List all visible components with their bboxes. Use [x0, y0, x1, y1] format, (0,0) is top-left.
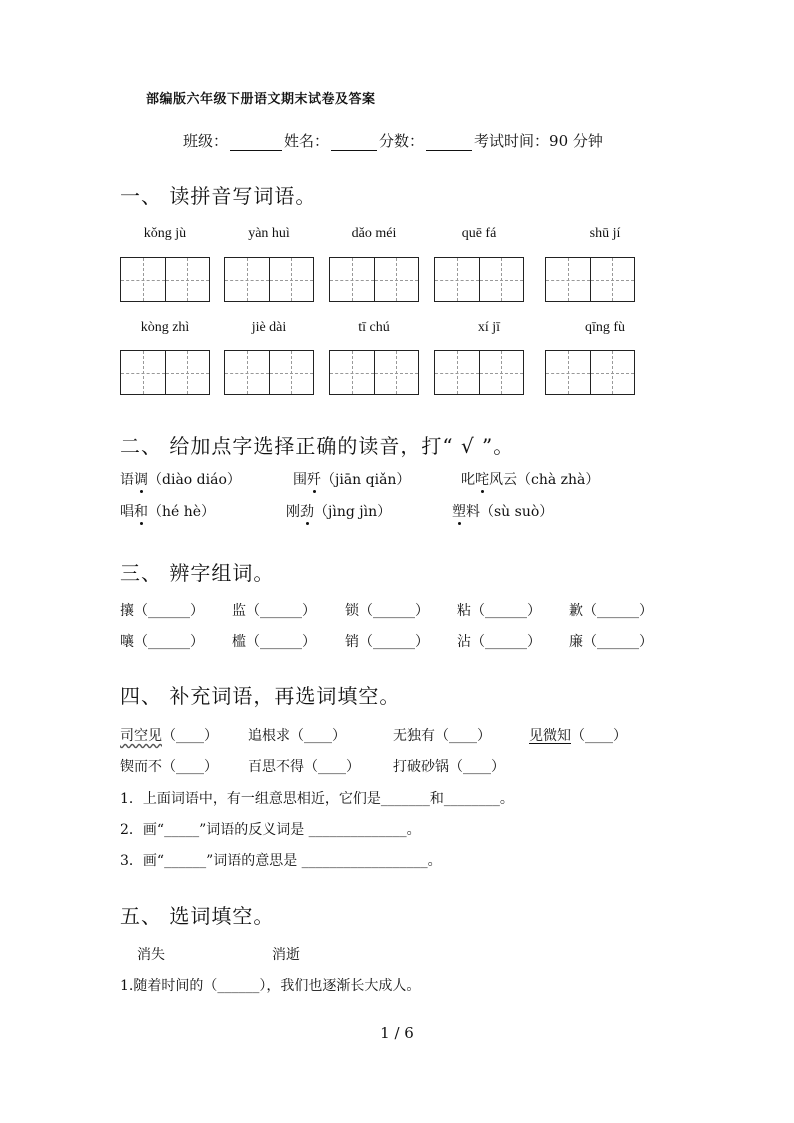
pinyin-1: kǒng jù [143, 226, 187, 241]
pronunciation-item[interactable]: 叱咤风云（chà zhà） [461, 469, 599, 489]
idiom-item[interactable]: 打破砂锅（____） [393, 759, 505, 775]
char-pair-item[interactable]: 锁（______） [345, 603, 429, 619]
idiom-item[interactable]: 司空见（____） [120, 728, 218, 744]
writing-grid[interactable] [545, 257, 635, 302]
dotted-char: 塑 [452, 501, 466, 521]
word-option-2: 消逝 [272, 947, 300, 963]
char-pair-item[interactable]: 监（______） [232, 603, 316, 619]
question-3[interactable]: 3．画“______”词语的意思是 __________________。 [120, 853, 442, 869]
question-1[interactable]: 1．上面词语中，有一组意思相近，它们是_______和________。 [120, 791, 514, 807]
question-2[interactable]: 2．画“_____”词语的反义词是 ______________。 [120, 822, 421, 838]
pronunciation-item[interactable]: 唱和（hé hè） [120, 501, 215, 521]
pronunciation-item[interactable]: 围歼（jiān qiǎn） [293, 469, 410, 489]
dotted-char: 劲 [300, 501, 314, 521]
char-pair-item[interactable]: 嚷（______） [120, 634, 204, 650]
score-blank[interactable] [426, 136, 472, 151]
pinyin-3: dǎo méi [351, 226, 397, 241]
writing-grid[interactable] [120, 257, 210, 302]
section1-heading: 一、 读拼音写词语。 [120, 184, 317, 208]
idiom-item[interactable]: 无独有（____） [393, 728, 491, 744]
char-pair-item[interactable]: 歉（______） [569, 603, 653, 619]
pinyin-10: qīng fù [584, 320, 626, 335]
char-pair-item[interactable]: 沾（______） [457, 634, 541, 650]
name-blank[interactable] [331, 136, 377, 151]
fill-question-1[interactable]: 1.随着时间的（______），我们也逐渐长大成人。 [120, 978, 421, 994]
dotted-char: 咤 [475, 469, 489, 489]
pinyin-2: yàn huì [248, 226, 290, 241]
writing-grid[interactable] [434, 350, 524, 395]
idiom-item[interactable]: 见微知（____） [529, 728, 627, 744]
writing-grid[interactable] [120, 350, 210, 395]
student-info-line [183, 130, 603, 151]
section3-heading: 三、 辨字组词。 [120, 561, 275, 585]
section4-heading: 四、 补充词语，再选词填空。 [120, 684, 401, 708]
time-label: 考试时间：90 分钟 [474, 132, 603, 150]
pinyin-6: kòng zhì [140, 320, 190, 335]
writing-grid[interactable] [329, 257, 419, 302]
section5-heading: 五、 选词填空。 [120, 904, 275, 928]
dotted-char: 歼 [307, 469, 321, 489]
char-pair-item[interactable]: 廉（______） [569, 634, 653, 650]
writing-grid[interactable] [434, 257, 524, 302]
char-pair-item[interactable]: 销（______） [345, 634, 429, 650]
score-label: 分数： [379, 132, 425, 150]
pronunciation-item[interactable]: 刚劲（jìng jìn） [286, 501, 391, 521]
pinyin-8: tī chú [358, 320, 390, 335]
writing-grid[interactable] [329, 350, 419, 395]
class-blank[interactable] [230, 136, 282, 151]
pinyin-4: quē fá [461, 226, 497, 241]
name-label: 姓名： [284, 132, 330, 150]
section2-heading: 二、 给加点字选择正确的读音，打“ √ ”。 [120, 434, 515, 458]
dotted-char: 和 [134, 501, 148, 521]
idiom-item[interactable]: 百思不得（____） [248, 759, 360, 775]
underlined-word: 见微知 [529, 728, 571, 744]
char-pair-item[interactable]: 攘（______） [120, 603, 204, 619]
pronunciation-item[interactable]: 语调（diào diáo） [120, 469, 241, 489]
pinyin-7: jiè dài [251, 320, 287, 335]
idiom-item[interactable]: 锲而不（____） [120, 759, 218, 775]
wavy-underlined-word: 司空见 [120, 728, 162, 744]
dotted-char: 调 [134, 469, 148, 489]
writing-grid[interactable] [224, 257, 314, 302]
word-option-1: 消失 [137, 947, 165, 963]
writing-grid[interactable] [545, 350, 635, 395]
char-pair-item[interactable]: 粘（______） [457, 603, 541, 619]
pronunciation-item[interactable]: 塑料（sù suò） [452, 501, 553, 521]
class-label: 班级： [183, 132, 229, 150]
page-title: 部编版六年级下册语文期末试卷及答案 [146, 92, 376, 107]
writing-grid[interactable] [224, 350, 314, 395]
char-pair-item[interactable]: 槛（______） [232, 634, 316, 650]
page-number: 1 / 6 [380, 1024, 414, 1042]
pinyin-5: shū jí [589, 226, 621, 241]
pinyin-9: xí jī [477, 320, 501, 335]
idiom-item[interactable]: 追根求（____） [248, 728, 346, 744]
